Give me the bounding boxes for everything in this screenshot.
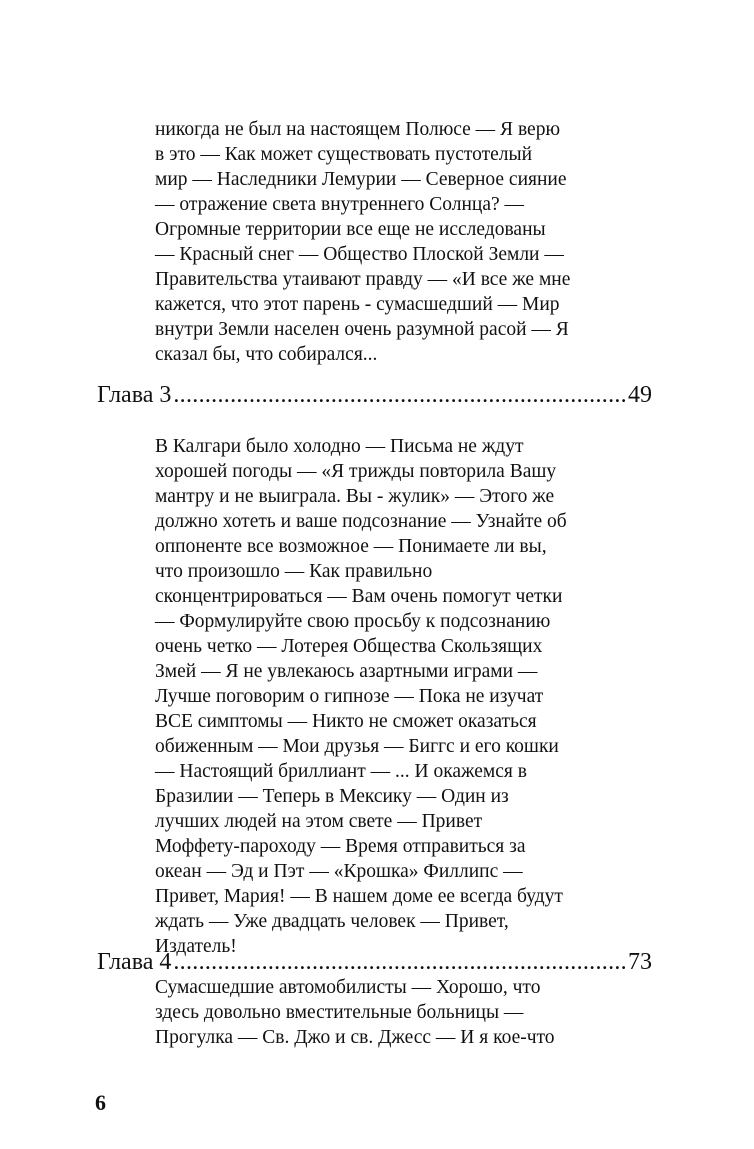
- summary-line: внутри Земли населен очень разумной расой — Я: [155, 319, 569, 340]
- toc-entry-chapter-4[interactable]: [97, 947, 652, 977]
- chapter-title: Глава 4: [97, 949, 172, 975]
- summary-line: Огромные территории все еще не исследованы: [155, 219, 546, 240]
- summary-line: сконцентрироваться — Вам очень помогут четки: [155, 586, 563, 607]
- summary-line: Прогулка — Св. Джо и св. Джесс — И я кое-что: [155, 1027, 555, 1048]
- summary-line: здесь довольно вместительные больницы —: [155, 1002, 524, 1023]
- summary-line: Лучше поговорим о гипнозе — Пока не изучат: [155, 686, 544, 707]
- summary-line: — Формулируйте свою просьбу к подсознанию: [155, 611, 551, 632]
- summary-line: никогда не был на настоящем Полюсе — Я верю: [155, 119, 561, 140]
- summary-line: Привет, Мария! — В нашем доме ее всегда будут: [155, 886, 563, 907]
- chapter-4-summary: [155, 975, 625, 1050]
- page-number: 6: [95, 1090, 106, 1115]
- summary-line: Правительства утаивают правду — «И все же мне: [155, 269, 571, 290]
- chapter-title: Глава 3: [97, 382, 172, 408]
- summary-line: мантру и не выиграла. Вы - жулик» — Этого же: [155, 486, 555, 507]
- summary-line: — Настоящий бриллиант — ... И окажемся в: [155, 761, 527, 782]
- chapter-3-summary: [155, 434, 625, 959]
- summary-line: кажется, что этот парень - сумасшедший — Мир: [155, 294, 560, 315]
- summary-line: ждать — Уже двадцать человек — Привет,: [155, 911, 509, 932]
- dot-leader: [173, 947, 626, 977]
- summary-line: ВСЕ симптомы — Никто не сможет оказаться: [155, 711, 537, 732]
- summary-line: — отражение света внутреннего Солнца? —: [155, 194, 525, 215]
- summary-line: очень четко — Лотерея Общества Скользящих: [155, 636, 543, 657]
- summary-line: сказал бы, что собирался...: [155, 344, 378, 365]
- summary-line: Сумасшедшие автомобилисты — Хорошо, что: [155, 977, 541, 998]
- summary-line: океан — Эд и Пэт — «Крошка» Филлипс —: [155, 861, 523, 882]
- summary-line: лучших людей на этом свете — Привет: [155, 811, 483, 832]
- dot-leader: [173, 380, 626, 410]
- chapter-summary-continued: [155, 117, 625, 367]
- summary-line: что произошло — Как правильно: [155, 561, 433, 582]
- summary-line: Издатель!: [155, 936, 237, 957]
- summary-line: Змей — Я не увлекаюсь азартными играми —: [155, 661, 538, 682]
- chapter-page-number: 73: [628, 949, 652, 975]
- summary-line: хорошей погоды — «Я трижды повторила Вашу: [155, 461, 557, 482]
- summary-line: мир — Наследники Лемурии — Северное сияние: [155, 169, 567, 190]
- chapter-page-number: 49: [628, 382, 652, 408]
- toc-entry-chapter-3[interactable]: [97, 380, 652, 410]
- summary-line: должно хотеть и ваше подсознание — Узнайте об: [155, 511, 567, 532]
- summary-line: В Калгари было холодно — Письма не ждут: [155, 436, 524, 457]
- summary-line: Бразилии — Теперь в Мексику — Один из: [155, 786, 509, 807]
- summary-line: — Красный снег — Общество Плоской Земли —: [155, 244, 564, 265]
- summary-line: Моффету-пароходу — Время отправиться за: [155, 836, 526, 857]
- summary-line: оппоненте все возможное — Понимаете ли вы,: [155, 536, 547, 557]
- summary-line: обиженным — Мои друзья — Биггс и его кошки: [155, 736, 559, 757]
- summary-line: в это — Как может существовать пустотелый: [155, 144, 533, 165]
